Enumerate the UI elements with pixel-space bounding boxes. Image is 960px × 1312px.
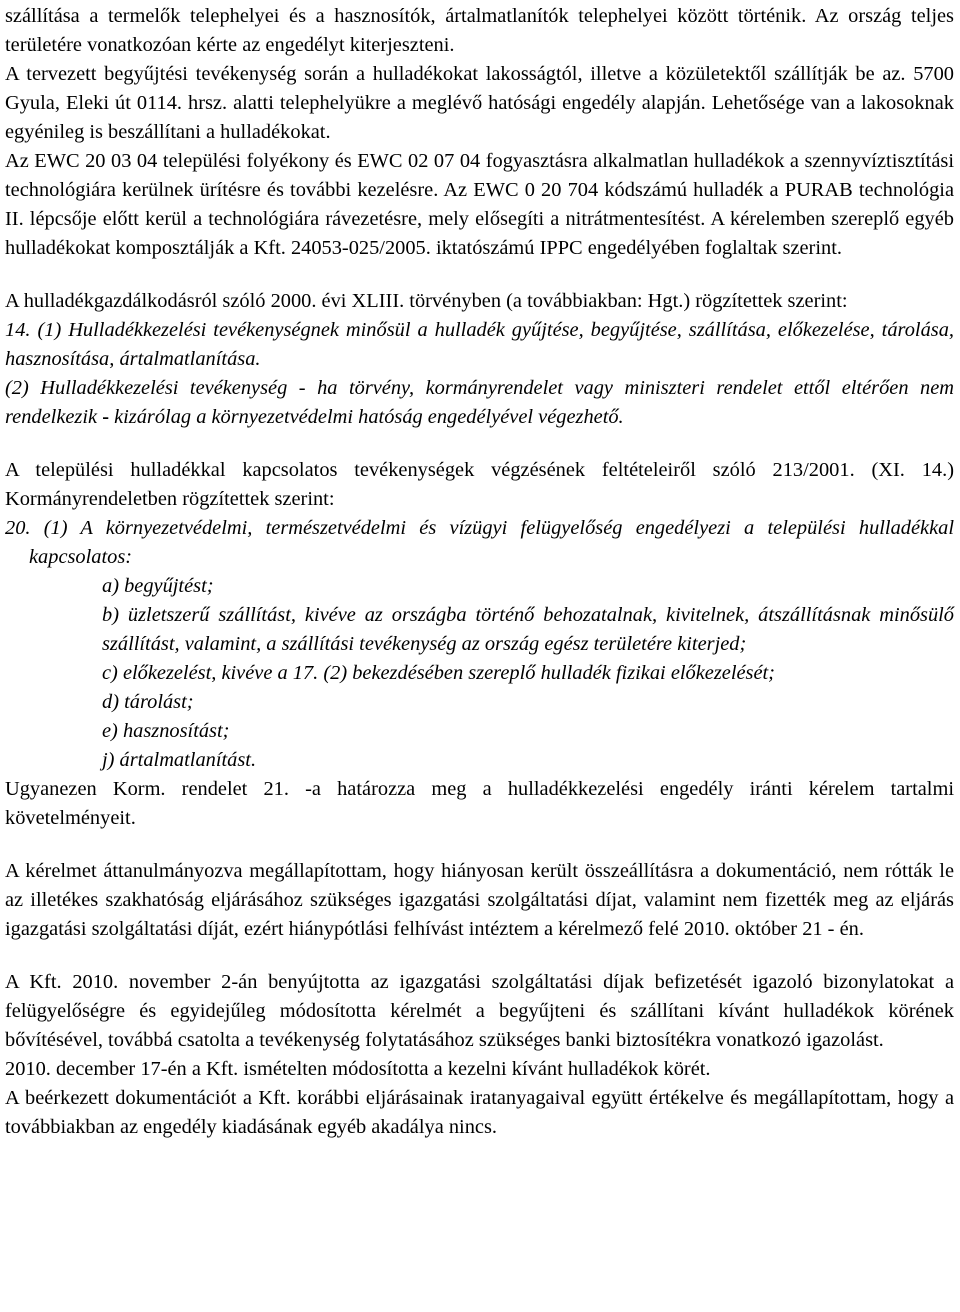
spacer [5, 833, 954, 857]
paragraph-december: 2010. december 17-én a Kft. ismételten módosította a kezelni kívánt hulladékok körét. [5, 1058, 711, 1080]
quote-korm-20-text: (1) A környezetvédelmi, természetvédelmi és vízügyi felügyelőség engedélyezi a települési hulladékkal kapcsolatos: [29, 517, 954, 568]
list-item-e: e) hasznosítást; [102, 720, 230, 742]
quote-korm-20-number: 20. [5, 517, 31, 539]
paragraph-korm-intro: A települési hulladékkal kapcsolatos tevékenységek végzésének feltételeiről szóló 213/2001. (XI. 14.) Kormányrendeletben rögzítettek szerint: [5, 459, 954, 510]
paragraph-november: A Kft. 2010. november 2-án benyújtotta az igazgatási szolgáltatási díjak befizetését igazoló bizonylatokat a felügyelőségre és egyidejűleg módosította kérelmét a begyűjteni és szállítani kívánt hulladékok körének bővítésével, továbbá csatolta a tevékenység folytatásához szükséges banki biztosítékra vonatkozó igazolást. [5, 971, 954, 1051]
paragraph-transport: szállítása a termelők telephelyei és a hasznosítók, ártalmatlanítók telephelyei között történik. Az ország teljes területére vonatkozóan kérte az engedélyt kiterjeszteni. [5, 5, 954, 56]
quote-hgt-14-1: 14. (1) Hulladékkezelési tevékenységnek minősül a hulladék gyűjtése, begyűjtése, szállítása, előkezelése, tárolása, hasznosítása, ártalmatlanítása. [5, 319, 954, 370]
paragraph-ewc: Az EWC 20 03 04 települési folyékony és EWC 02 07 04 fogyasztásra alkalmatlan hulladékok a szennyvíztisztítási technológiára kerülnek ürítésre és további kezelésre. Az EWC 0 20 704 kódszámú hulladék a PURAB technológia II. lépcsője előtt kerül a technológiára rávezetésre, mely elősegíti a nitrátmentesítést. A kérelemben szereplő egyéb hulladékokat komposztálják a Kft. 24053-025/2005. iktatószámú IPPC engedélyében foglaltak szerint. [5, 150, 954, 259]
quote-hgt-14-2 [5, 374, 954, 432]
list-item-d: d) tárolást; [102, 691, 194, 713]
paragraph-collection: A tervezett begyűjtési tevékenység során a hulladékokat lakosságtól, illetve a közületektől szállítják be az. 5700 Gyula, Eleki út 0114. hrsz. alatti telephelyükre a meglévő hatósági engedély alapján. Lehetősége van a lakosoknak egyénileg is beszállítani a hulladékokat. [5, 63, 954, 143]
list-item-c: c) előkezelést, kivéve a 17. (2) bekezdésében szereplő hulladék fizikai előkezelését; [102, 662, 775, 684]
list-item-a: a) begyűjtést; [102, 575, 214, 597]
quote-korm-20 [5, 514, 954, 572]
paragraph-kerelem: A kérelmet áttanulmányozva megállapítottam, hogy hiányosan került összeállításra a dokumentáció, nem rótták le az illetékes szakhatóság eljárásához szükséges igazgatási szolgáltatási díjat, valamint nem fizették meg az eljárás igazgatási szolgáltatási díját, ezért hiánypótlási felhívást intéztem a kérelmező felé 2010. október 21 - én. [5, 860, 954, 940]
paragraph-final: A beérkezett dokumentációt a Kft. korábbi eljárásainak iratanyagaival együtt értékelve és megállapítottam, hogy a továbbiakban az engedély kiadásának egyéb akadálya nincs. [5, 1087, 954, 1138]
quote-hgt-14-2-part1: (2) Hulladékkezelési tevékenység - ha törvény, kormányrendelet vagy miniszteri rendelet ettől eltérően nem rendelkezik [5, 377, 954, 428]
spacer [5, 432, 954, 456]
quote-hgt-14-2-part2: kizárólag a környezetvédelmi hatóság engedélyével végezhető. [108, 406, 624, 428]
list-item-j: j) ártalmatlanítást. [102, 749, 257, 771]
paragraph-hgt-intro: A hulladékgazdálkodásról szóló 2000. évi XLIII. törvényben (a továbbiakban: Hgt.) rögzítettek szerint: [5, 290, 848, 312]
quote-hgt-14-2-dash: - [102, 406, 109, 428]
spacer [5, 944, 954, 968]
spacer [5, 263, 954, 287]
list-item-b: b) üzletszerű szállítást, kivéve az országba történő behozatalnak, kivitelnek, átszállításnak minősülő szállítást, valamint, a szállítási tevékenység az ország egész területére kiterjed; [102, 604, 954, 655]
paragraph-korm-21: Ugyanezen Korm. rendelet 21. -a határozza meg a hulladékkezelési engedély iránti kérelem tartalmi követelményeit. [5, 778, 954, 829]
